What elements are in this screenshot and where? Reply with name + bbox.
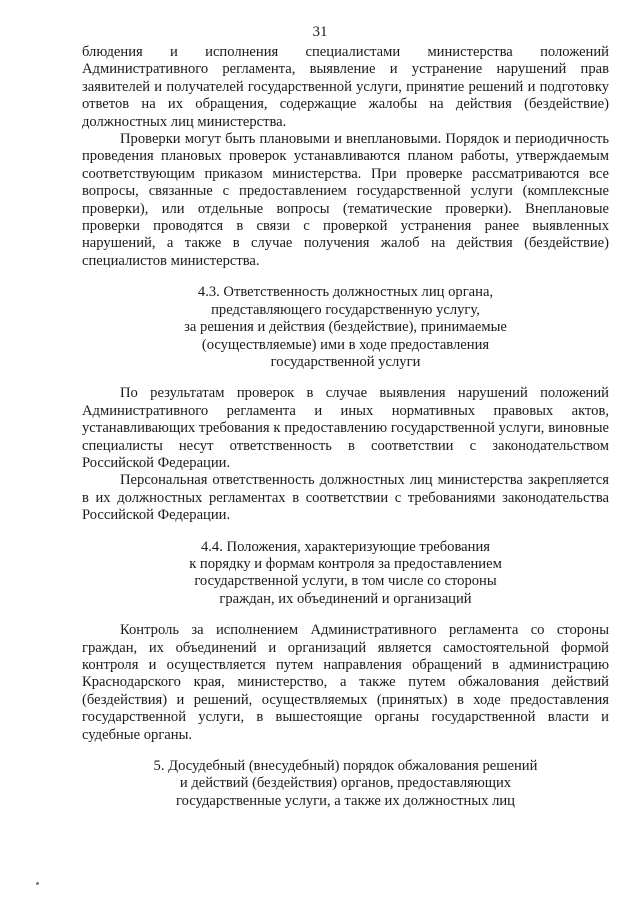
paragraph-personal-responsibility: Персональная ответственность должностных лиц министерства закрепляется в их должностных регламентах в соответствии с требованиями законодательства Российской Федерации. (82, 472, 609, 524)
section-heading-4-4: 4.4. Положения, характеризующие требования к порядку и формам контроля за предоставлением государственной услуги, в том числе со стороны граждан, их объединений и организаций (189, 538, 502, 607)
paragraph-public-control: Контроль за исполнением Административного регламента со стороны граждан, их объединений и организаций является самостоятельной формой контроля и осуществляется путем направления обращений в администрацию Краснодарского края, министерство, а также путем обжалования действий (бездействия) и решений, осуществляемых (принятых) в ходе предоставления государственной услуги, в вышестоящие органы государственной власти и судебные органы. (82, 622, 609, 743)
paragraph-violations-liability: По результатам проверок в случае выявления нарушений положений Административного регламента и иных нормативных правовых актов, устанавливающих требования к предоставлению государственной услуги, виновные специалисты несут ответственность в соответствии с законодательством Российской Федерации. (82, 385, 609, 471)
page-number: 31 (312, 24, 328, 40)
document-body (82, 44, 609, 810)
section-heading-4-3: 4.3. Ответственность должностных лиц органа, представляющего государственную услугу, за решения и действия (бездействие), принимаемые (осуществляемые) ими в ходе предоставления государственной услуги (184, 284, 507, 370)
paragraph-inspections: Проверки могут быть плановыми и внеплановыми. Порядок и периодичность проведения плановых проверок устанавливаются планом работы, утверждаемым соответствующим приказом министерства. При проверке рассматриваются все вопросы, связанные с предоставлением государственной услуги (комплексные проверки), или отдельные вопросы (тематические проверки). Внеплановые проверки проводятся в связи с проверкой устранения ранее выявленных нарушений, а также в случае получения жалоб на действия (бездействие) специалистов министерства. (82, 131, 609, 269)
section-heading-5: 5. Досудебный (внесудебный) порядок обжалования решений и действий (бездействия) органов, предоставляющих государственные услуги, а также их должностных лиц (153, 758, 538, 809)
scan-speck (36, 882, 39, 885)
paragraph-control-subject: блюдения и исполнения специалистами министерства положений Административного регламента, выявление и устранение нарушений прав заявителей и получателей государственной услуги, принятие решений и подготовку ответов на их обращения, содержащие жалобы на действия (бездействие) должностных лиц министерства. (82, 44, 609, 130)
